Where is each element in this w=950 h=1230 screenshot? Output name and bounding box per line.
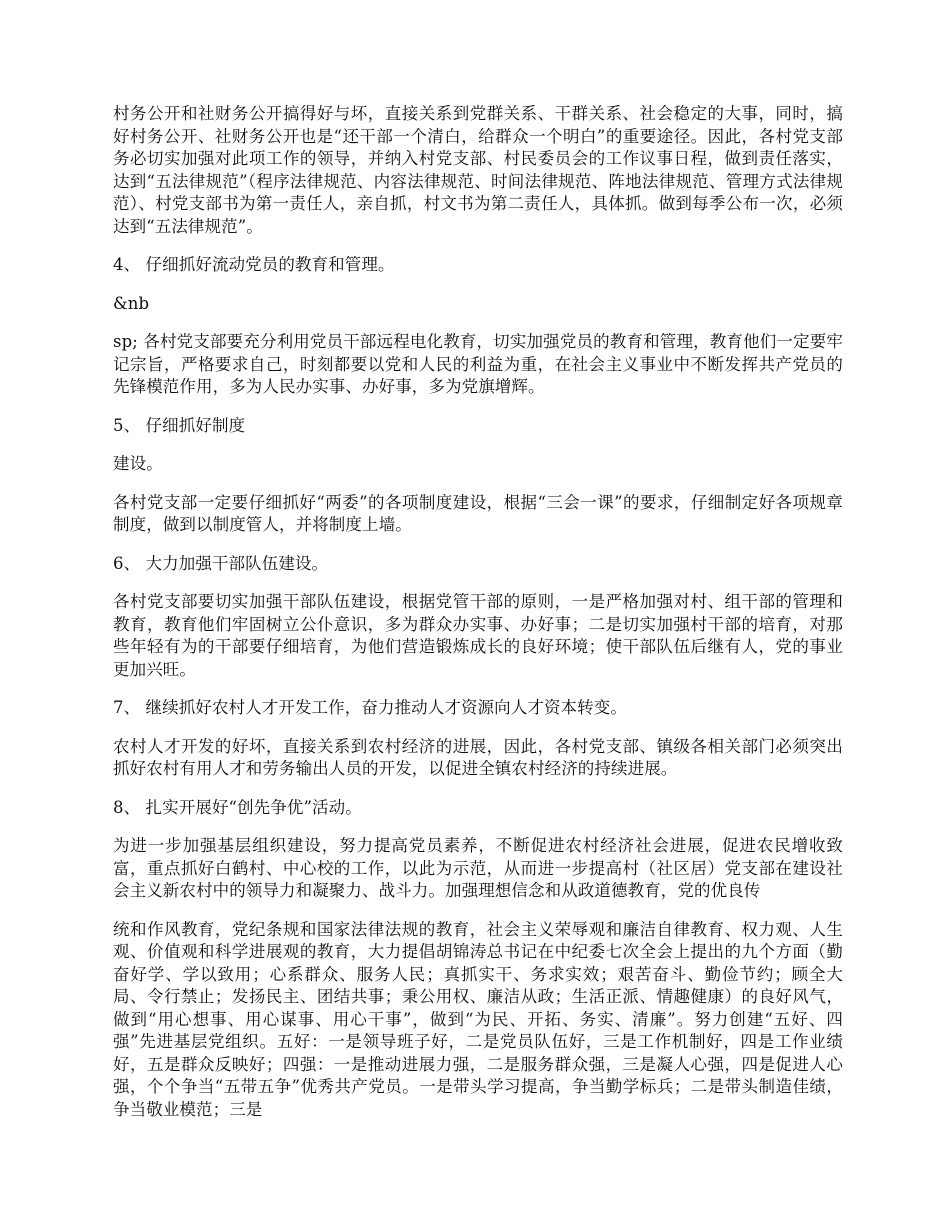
- paragraph-rural-talent: 农村人才开发的好坏，直接关系到农村经济的进展，因此，各村党支部、镇级各相关部门必须突出抓好农村有用人才和劳务输出人员的开发，以促进全镇农村经济的持续进展。: [113, 736, 843, 778]
- heading-4-mobile-party-members: 4、 仔细抓好流动党员的教育和管理。: [113, 255, 395, 274]
- paragraph-style-education: 统和作风教育，党纪条规和国家法律法规的教育，社会主义荣辱观和廉洁自律教育、权力观、人生观、价值观和科学进展观的教育，大力提倡胡锦涛总书记在中纪委七次全会上提出的九个方面（勤奋好学、学以致用；心系群众、服务人民；真抓实干、务求实效；艰苦奋斗、勤俭节约；顾全大局、令行禁止；发扬民主、团结共事；秉公用权、廉洁从政；生活正派、情趣健康）的良好风气，做到“用心想事、用心谋事、用心干事”，做到“为民、开拓、务实、清廉”。努力创建“五好、四强”先进基层党组织。五好：一是领导班子好，二是党员队伍好，三是工作机制好，四是工作业绩好，五是群众反映好；四强：一是推动进展力强，二是服务群众强，三是凝人心强，四是促进人心强，个个争当“五带五争”优秀共产党员。一是带头学习提高，争当勤学标兵；二是带头制造佳绩，争当敬业模范；三是: [113, 919, 843, 1119]
- heading-6-cadre-team: 6、 大力加强干部队伍建设。: [113, 553, 329, 573]
- heading-8-excellence-activity: 8、 扎实开展好“创先争优”活动。: [113, 797, 362, 817]
- paragraph-fragment-nb: &nb: [113, 293, 150, 313]
- paragraph-grassroots-organization: 为进一步加强基层组织建设，努力提高党员素养，不断促进农村经济社会进展，促进农民增收致富，重点抓好白鹤村、中心校的工作，以此为示范，从而进一步提高村（社区居）党支部在建设社会主义新农村中的领导力和凝聚力、战斗力。加强理想信念和从政道德教育，党的优良传: [113, 836, 843, 900]
- paragraph-cadre-team-building: 各村党支部要切实加强干部队伍建设，根据党管干部的原则，一是严格加强对村、组干部的管理和教育，教育他们牢固树立公仆意识，多为群众办实事、办好事；二是切实加强村干部的培育，对那些年轻有为的干部要仔细培育，为他们营造锻炼成长的良好环境；使干部队伍后继有人，党的事业更加兴旺。: [113, 592, 843, 679]
- paragraph-two-committees: 各村党支部一定要仔细抓好“两委”的各项制度建设，根据“三会一课”的要求，仔细制定好各项规章制度，做到以制度管人，并将制度上墙。: [113, 492, 843, 534]
- heading-5-system-building: 5、 仔细抓好制度: [113, 415, 246, 435]
- paragraph-remote-education: sp; 各村党支部要充分利用党员干部远程电化教育，切实加强党员的教育和管理，教育他们一定要牢记宗旨，严格要求自己，时刻都要以党和人民的利益为重，在社会主义事业中不断发挥共产党员的先锋模范作用，多为人民办实事、办好事，多为党旗增辉。: [113, 332, 843, 396]
- document-page: [113, 103, 843, 1137]
- heading-7-talent-development: 7、 继续抓好农村人才开发工作，奋力推动人才资源向人才资本转变。: [113, 698, 627, 717]
- paragraph-fragment-building: 建设。: [113, 454, 163, 473]
- paragraph-village-affairs-disclosure: 村务公开和社财务公开搞得好与坏，直接关系到党群关系、干群关系、社会稳定的大事，同时，搞好村务公开、社财务公开也是“还干部一个清白，给群众一个明白”的重要途径。因此，各村党支部务必切实加强对此项工作的领导，并纳入村党支部、村民委员会的工作议事日程，做到责任落实，达到“五法律规范”（程序法律规范、内容法律规范、时间法律规范、阵地法律规范、管理方式法律规范）、村党支部书为第一责任人，亲自抓，村文书为第二责任人，具体抓。做到每季公布一次，必须达到“五法律规范”。: [113, 104, 843, 236]
